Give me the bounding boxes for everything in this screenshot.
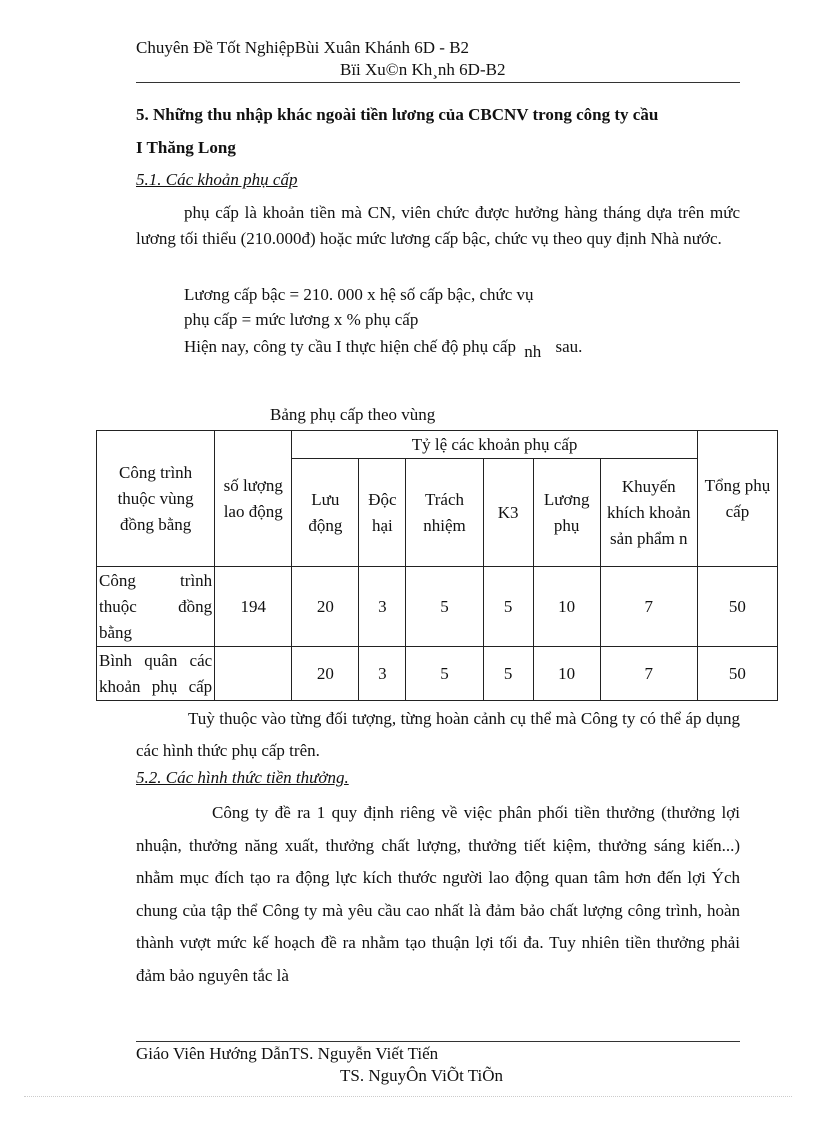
footer-line-2: TS. NguyÔn ViÕt TiÕn (340, 1066, 504, 1085)
table-row (97, 647, 778, 701)
cell-responsibility: 5 (406, 567, 483, 647)
header-total-allowance: Tổng phụ cấp (697, 431, 777, 567)
header-mobile-allowance: Lưu động (292, 459, 359, 567)
page-bottom-dotted-edge (24, 1096, 792, 1097)
paragraph-allowance-application: Tuỳ thuộc vào từng đối tượng, từng hoàn cảnh cụ thể mà Công ty có thể áp dụng các hình thức phụ cấp trên. (136, 709, 740, 760)
formula-allowance: phụ cấp = mức lương x % phụ cấp (184, 310, 419, 329)
footer-line-1: Giáo Viên Hướng DẫnTS. Nguyễn Viết Tiến (136, 1044, 439, 1063)
row-label-plain-project: Công trình thuộc đồng bằng (97, 567, 215, 647)
header-hazard-allowance: Độc hại (359, 459, 406, 567)
cell-hazard: 3 (359, 567, 406, 647)
cell-product-incentive: 7 (600, 647, 697, 701)
header-line-1: Chuyên Đề Tốt NghiệpBùi Xuân Khánh 6D - B2 (136, 38, 470, 57)
cell-worker-count: 194 (215, 567, 292, 647)
paragraph-bonus-policy: Công ty đề ra 1 quy định riêng về việc phân phối tiền thưởng (thưởng lợi nhuận, thưởng năng xuất, thưởng chất lượng, thưởng tiết kiệm, thưởng sáng kiến...) nhằm mục đích tạo ra động lực kích thước người lao động quan tâm hơn đến lợi Ých chung của tập thể Công ty mà yêu cầu cao nhất là đảm bảo chất lượng công trình, hoàn thành vượt mức kế hoạch đề ra nhằm tạo thuận lợi tối đa. Tuy nhiên tiền thưởng phải đảm bảo nguyên tắc là (136, 803, 740, 985)
row-label-average: Bình quân các khoản phụ cấp (97, 647, 215, 701)
header-responsibility-allowance: Trách nhiệm (406, 459, 483, 567)
header-product-incentive: Khuyến khích khoản sản phẩm n (600, 459, 697, 567)
header-worker-count: số lượng lao động (215, 431, 292, 567)
formula-base-salary: Lương cấp bậc = 210. 000 x hệ số cấp bậc, chức vụ (184, 285, 534, 304)
header-k3: K3 (483, 459, 533, 567)
header-line-2: Bïi Xu©n Kh¸nh 6D-B2 (340, 60, 506, 79)
cell-extra-salary: 10 (533, 647, 600, 701)
table-caption: Bảng phụ cấp theo vùng (270, 405, 436, 424)
subsection-5-1-title: 5.1. Các khoản phụ cấp (136, 170, 298, 189)
current-policy-line (184, 337, 583, 361)
footer-divider (136, 1041, 740, 1042)
current-policy-text: Hiện nay, công ty cầu I thực hiện chế độ phụ cấp (184, 337, 516, 356)
header-divider (136, 82, 740, 83)
cell-product-incentive: 7 (600, 567, 697, 647)
current-policy-end: sau. (555, 337, 583, 356)
cell-k3: 5 (483, 567, 533, 647)
cell-worker-count (215, 647, 292, 701)
cell-k3: 5 (483, 647, 533, 701)
cell-mobile: 20 (292, 567, 359, 647)
section-title-line-2: I Thăng Long (136, 138, 236, 157)
current-policy-subscript: nh (524, 342, 542, 361)
cell-mobile: 20 (292, 647, 359, 701)
section-title-line-1: 5. Những thu nhập khác ngoài tiền lương của CBCNV trong công ty cầu (136, 105, 659, 124)
cell-total: 50 (697, 567, 777, 647)
cell-hazard: 3 (359, 647, 406, 701)
allowance-table (96, 430, 778, 701)
paragraph-allowance-definition: phụ cấp là khoản tiền mà CN, viên chức được hưởng hàng tháng dựa trên mức lương tối thiểu (210.000đ) hoặc mức lương cấp bậc, chức vụ theo quy định Nhà nước. (136, 203, 740, 248)
table-row (97, 567, 778, 647)
cell-responsibility: 5 (406, 647, 483, 701)
header-extra-salary: Lương phụ (533, 459, 600, 567)
cell-extra-salary: 10 (533, 567, 600, 647)
cell-total: 50 (697, 647, 777, 701)
header-project-region: Công trình thuộc vùng đồng bằng (97, 431, 215, 567)
subsection-5-2-title: 5.2. Các hình thức tiền thưởng. (136, 768, 349, 787)
header-allowance-rates-group: Tỷ lệ các khoản phụ cấp (292, 431, 698, 459)
